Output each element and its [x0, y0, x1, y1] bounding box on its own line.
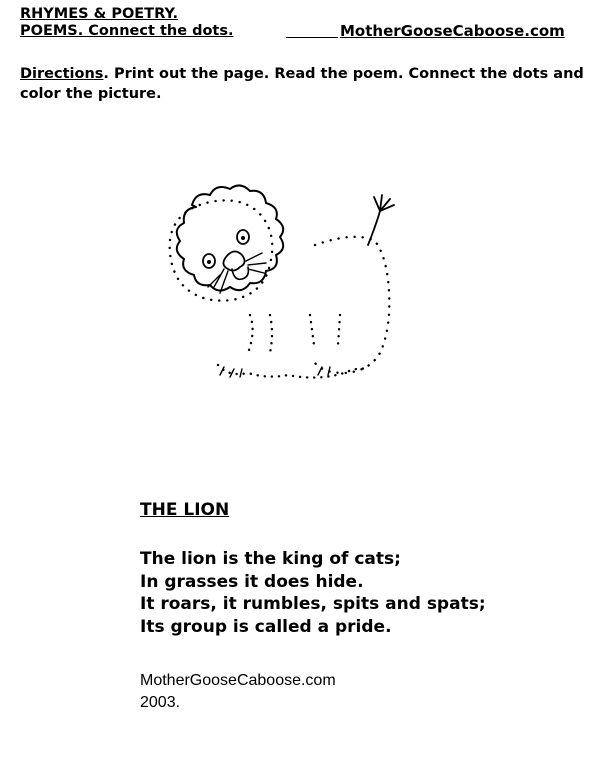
lion-body-dots [315, 237, 389, 373]
lion-mouth [232, 267, 248, 279]
directions-text: . Print out the page. Read the poem. Connect the dots and color the picture. [20, 66, 584, 102]
header-category: RHYMES & POETRY. [20, 6, 179, 22]
directions-label: Directions [20, 66, 104, 82]
lion-legs-dots [248, 315, 340, 353]
lion-pupil-right [241, 236, 245, 240]
credit-year: 2003. [140, 694, 181, 711]
lion-pupil-left [207, 260, 211, 264]
credit-site: MotherGooseCaboose.com [140, 672, 336, 689]
lion-tail [368, 195, 394, 245]
poem-line: The lion is the king of cats; [140, 549, 401, 569]
directions [20, 64, 600, 104]
poem-title: THE LION [140, 500, 230, 520]
lion-toes [220, 367, 330, 377]
poem-body [140, 548, 486, 638]
header-site-link[interactable]: MotherGooseCaboose.com [340, 22, 565, 40]
lion-mane-outline [177, 185, 283, 290]
poem-line: Its group is called a pride. [140, 616, 392, 637]
lion-muzzle [223, 251, 244, 270]
credit [140, 670, 336, 714]
lion-dot-to-dot-illustration [140, 165, 430, 400]
poem-line: In grasses it does hide. [140, 571, 364, 592]
poem-line: It roars, it rumbles, spits and spats; [140, 594, 486, 614]
header-divider [286, 37, 338, 38]
lion-whiskers [208, 253, 266, 293]
header-subtitle: POEMS. Connect the dots. [20, 23, 234, 39]
